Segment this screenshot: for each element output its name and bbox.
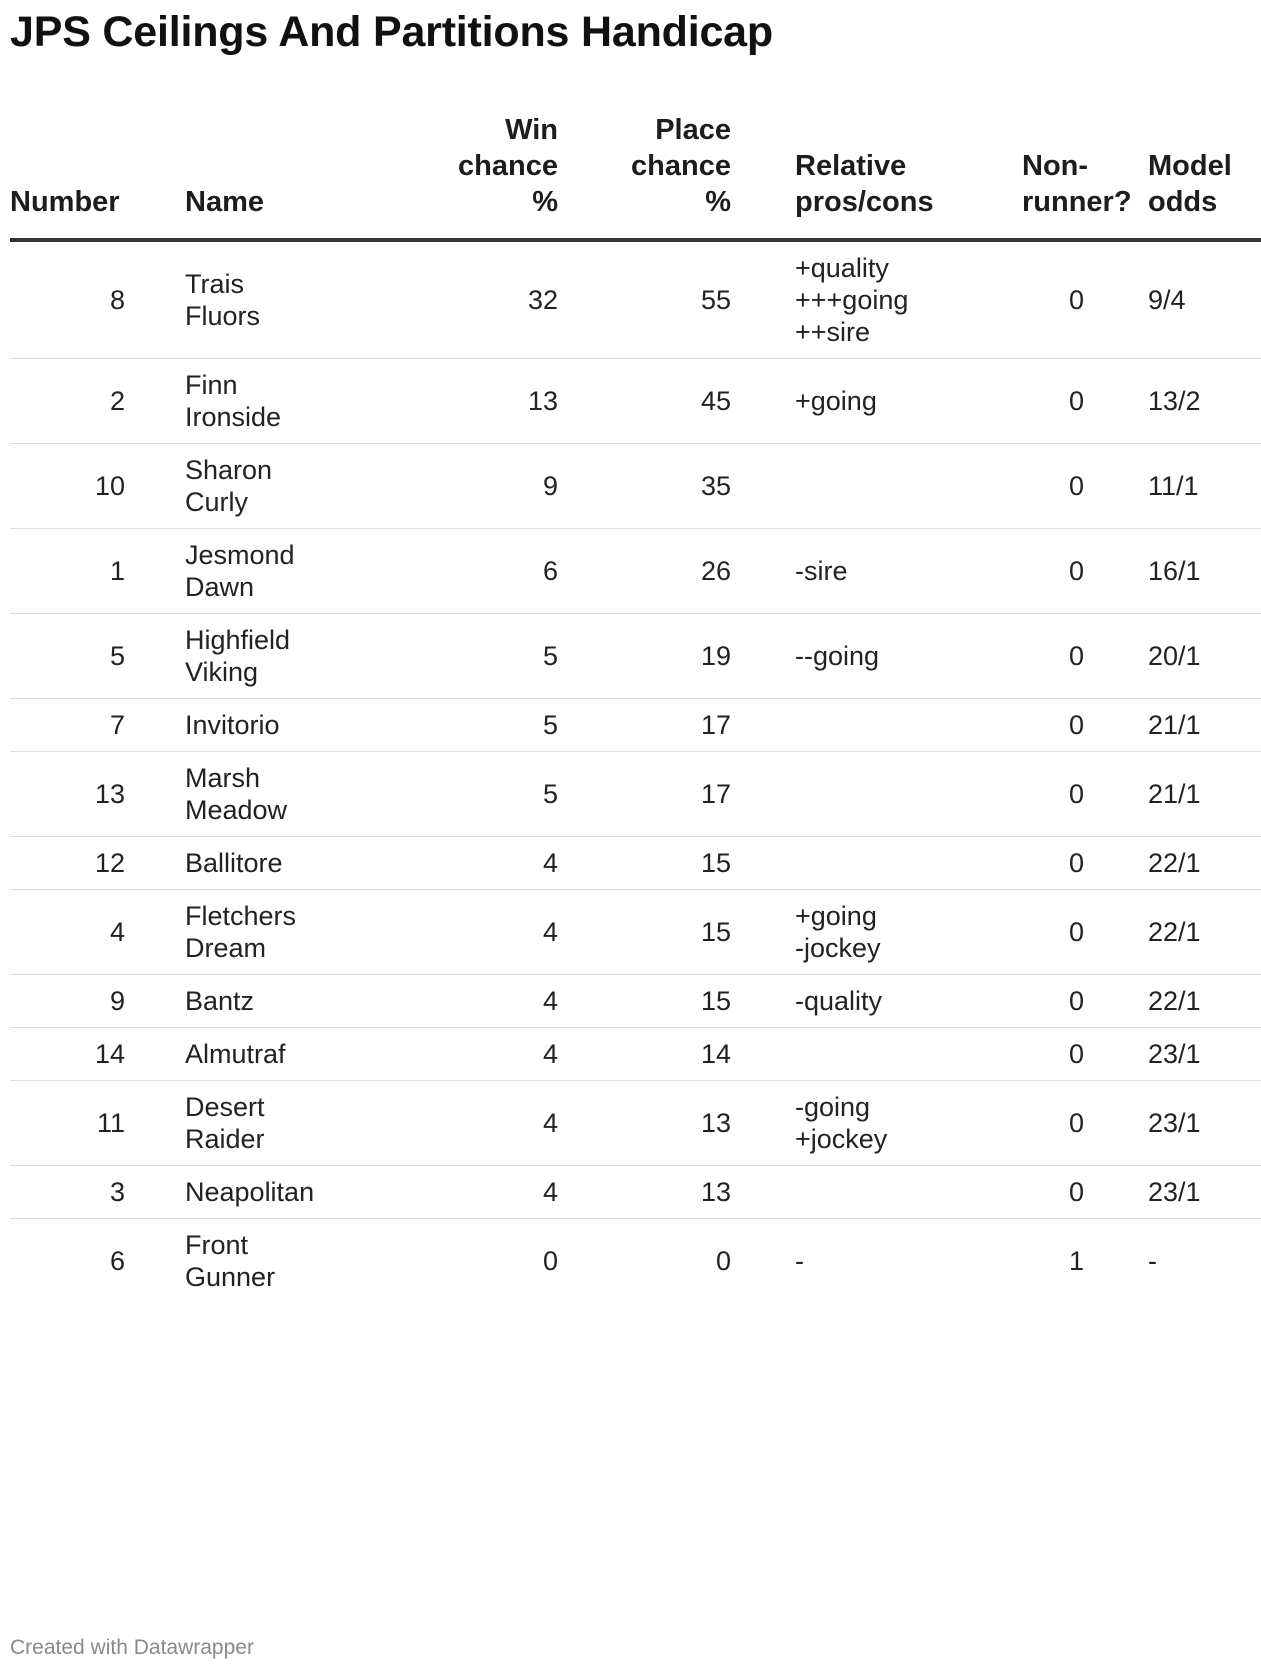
cell-pros-cons: [731, 444, 1022, 529]
cell-model-odds: 23/1: [1084, 1028, 1261, 1081]
cell-non-runner: 0: [1022, 699, 1084, 752]
table-row: [10, 529, 1261, 614]
cell-place-chance: 0: [715, 1246, 731, 1276]
column-header-model-odds[interactable]: Model odds: [1084, 112, 1261, 240]
cell-number: 8: [10, 240, 125, 359]
column-header-win-chance[interactable]: Win chance %: [385, 112, 558, 240]
cell-win-chance: 4: [385, 1166, 558, 1219]
table-row: [10, 359, 1261, 444]
cell-win-chance: 4: [385, 975, 558, 1028]
cell-place-chance: 55: [558, 240, 731, 359]
column-header-pros-cons[interactable]: Relative pros/cons: [731, 112, 1022, 240]
cell-place-chance: 15: [558, 975, 731, 1028]
cell-pros-cons: -quality: [731, 975, 1022, 1028]
table-row: [10, 444, 1261, 529]
cell-pros-cons: +going: [731, 359, 1022, 444]
cell-win-chance: 4: [385, 837, 558, 890]
cell-name: Trais Fluors: [125, 240, 385, 359]
cell-model-odds: 23/1: [1084, 1081, 1261, 1166]
cell-number: 11: [10, 1081, 125, 1166]
cell-model-odds: 21/1: [1084, 699, 1261, 752]
cell-model-odds: 20/1: [1084, 614, 1261, 699]
cell-pros-cons: +quality +++going ++sire: [731, 240, 1022, 359]
cell-win-chance: 4: [385, 1028, 558, 1081]
cell-place-chance: 17: [558, 699, 731, 752]
cell-number: 6: [109, 1246, 125, 1276]
column-header-number[interactable]: Number: [10, 112, 125, 240]
table-row: [10, 614, 1261, 699]
table-row: [10, 1219, 1261, 1304]
cell-non-runner: 0: [1022, 890, 1084, 975]
cell-name: Ballitore: [125, 837, 385, 890]
cell-pros-cons: [731, 1028, 1022, 1081]
table-row: [10, 975, 1261, 1028]
cell-win-chance: 13: [385, 359, 558, 444]
table-row: [10, 240, 1261, 359]
cell-name: Almutraf: [125, 1028, 385, 1081]
footer-credit[interactable]: Created with Datawrapper: [10, 1636, 254, 1659]
cell-place-chance: 19: [558, 614, 731, 699]
cell-pros-cons: +going -jockey: [731, 890, 1022, 975]
cell-non-runner: 0: [1022, 1028, 1084, 1081]
header-row: [10, 112, 1261, 240]
table-row: [10, 699, 1261, 752]
cell-win-chance: 9: [385, 444, 558, 529]
cell-place-chance: 26: [558, 529, 731, 614]
cell-name: Fletchers Dream: [125, 890, 385, 975]
cell-place-chance: 35: [558, 444, 731, 529]
cell-pros-cons: -going +jockey: [731, 1081, 1022, 1166]
table-row: [10, 890, 1261, 975]
cell-pros-cons: [731, 699, 1022, 752]
cell-model-odds: 23/1: [1084, 1166, 1261, 1219]
cell-non-runner: 0: [1022, 359, 1084, 444]
column-header-non-runner[interactable]: Non- runner?: [1022, 112, 1084, 240]
cell-model-odds: 22/1: [1084, 975, 1261, 1028]
cell-non-runner: 0: [1022, 614, 1084, 699]
column-header-place-chance[interactable]: Place chance %: [558, 112, 731, 240]
cell-non-runner: 0: [1022, 837, 1084, 890]
cell-number: 14: [10, 1028, 125, 1081]
cell-place-chance: 14: [558, 1028, 731, 1081]
cell-name: Sharon Curly: [125, 444, 385, 529]
cell-non-runner: 0: [1022, 975, 1084, 1028]
cell-number: 10: [10, 444, 125, 529]
cell-name: Neapolitan: [125, 1166, 385, 1219]
cell-pros-cons: --going: [731, 614, 1022, 699]
cell-win-chance: 0: [542, 1246, 558, 1276]
cell-win-chance: 4: [385, 1081, 558, 1166]
cell-name: Invitorio: [125, 699, 385, 752]
cell-number: 13: [10, 752, 125, 837]
cell-number: 12: [10, 837, 125, 890]
cell-model-odds: 22/1: [1084, 837, 1261, 890]
cell-model-odds: 16/1: [1084, 529, 1261, 614]
cell-model-odds: 9/4: [1084, 240, 1261, 359]
cell-place-chance: 17: [558, 752, 731, 837]
cell-non-runner: 1: [1068, 1246, 1084, 1276]
cell-place-chance: 45: [558, 359, 731, 444]
cell-model-odds: 13/2: [1084, 359, 1261, 444]
cell-number: 7: [10, 699, 125, 752]
cell-number: 1: [10, 529, 125, 614]
table-header: [10, 112, 1261, 240]
cell-non-runner: 0: [1022, 529, 1084, 614]
odds-table: [10, 112, 1261, 1303]
cell-number: 4: [10, 890, 125, 975]
cell-win-chance: 32: [385, 240, 558, 359]
cell-non-runner: 0: [1022, 1081, 1084, 1166]
cell-win-chance: 5: [385, 752, 558, 837]
cell-name: Desert Raider: [125, 1081, 385, 1166]
cell-win-chance: 6: [385, 529, 558, 614]
table-row: [10, 837, 1261, 890]
cell-name: Marsh Meadow: [125, 752, 385, 837]
cell-model-odds: 22/1: [1084, 890, 1261, 975]
cell-name: Front Gunner: [185, 1230, 276, 1292]
cell-pros-cons: [731, 1166, 1022, 1219]
cell-name: Highfield Viking: [125, 614, 385, 699]
cell-number: 9: [10, 975, 125, 1028]
cell-pros-cons: -sire: [731, 529, 1022, 614]
cell-non-runner: 0: [1022, 444, 1084, 529]
column-header-name[interactable]: Name: [125, 112, 385, 240]
cell-number: 3: [10, 1166, 125, 1219]
cell-place-chance: 15: [558, 837, 731, 890]
cell-pros-cons: -: [795, 1246, 804, 1276]
cell-win-chance: 4: [385, 890, 558, 975]
cell-name: Finn Ironside: [125, 359, 385, 444]
table-row: [10, 1028, 1261, 1081]
cell-number: 5: [10, 614, 125, 699]
cell-non-runner: 0: [1022, 1166, 1084, 1219]
cell-name: Jesmond Dawn: [125, 529, 385, 614]
cell-win-chance: 5: [385, 699, 558, 752]
table-row: [10, 1166, 1261, 1219]
table-body: [10, 240, 1261, 1303]
cell-non-runner: 0: [1022, 752, 1084, 837]
cell-non-runner: 0: [1022, 240, 1084, 359]
table-row: [10, 1081, 1261, 1166]
cell-model-odds: 21/1: [1084, 752, 1261, 837]
cell-pros-cons: [731, 837, 1022, 890]
cell-place-chance: 13: [558, 1166, 731, 1219]
cell-place-chance: 15: [558, 890, 731, 975]
cell-win-chance: 5: [385, 614, 558, 699]
table-row: [10, 752, 1261, 837]
cell-model-odds: 11/1: [1084, 444, 1261, 529]
page-title: JPS Ceilings And Partitions Handicap: [10, 8, 773, 56]
cell-model-odds: -: [1148, 1246, 1157, 1276]
cell-place-chance: 13: [558, 1081, 731, 1166]
cell-pros-cons: [731, 752, 1022, 837]
cell-number: 2: [10, 359, 125, 444]
cell-name: Bantz: [125, 975, 385, 1028]
